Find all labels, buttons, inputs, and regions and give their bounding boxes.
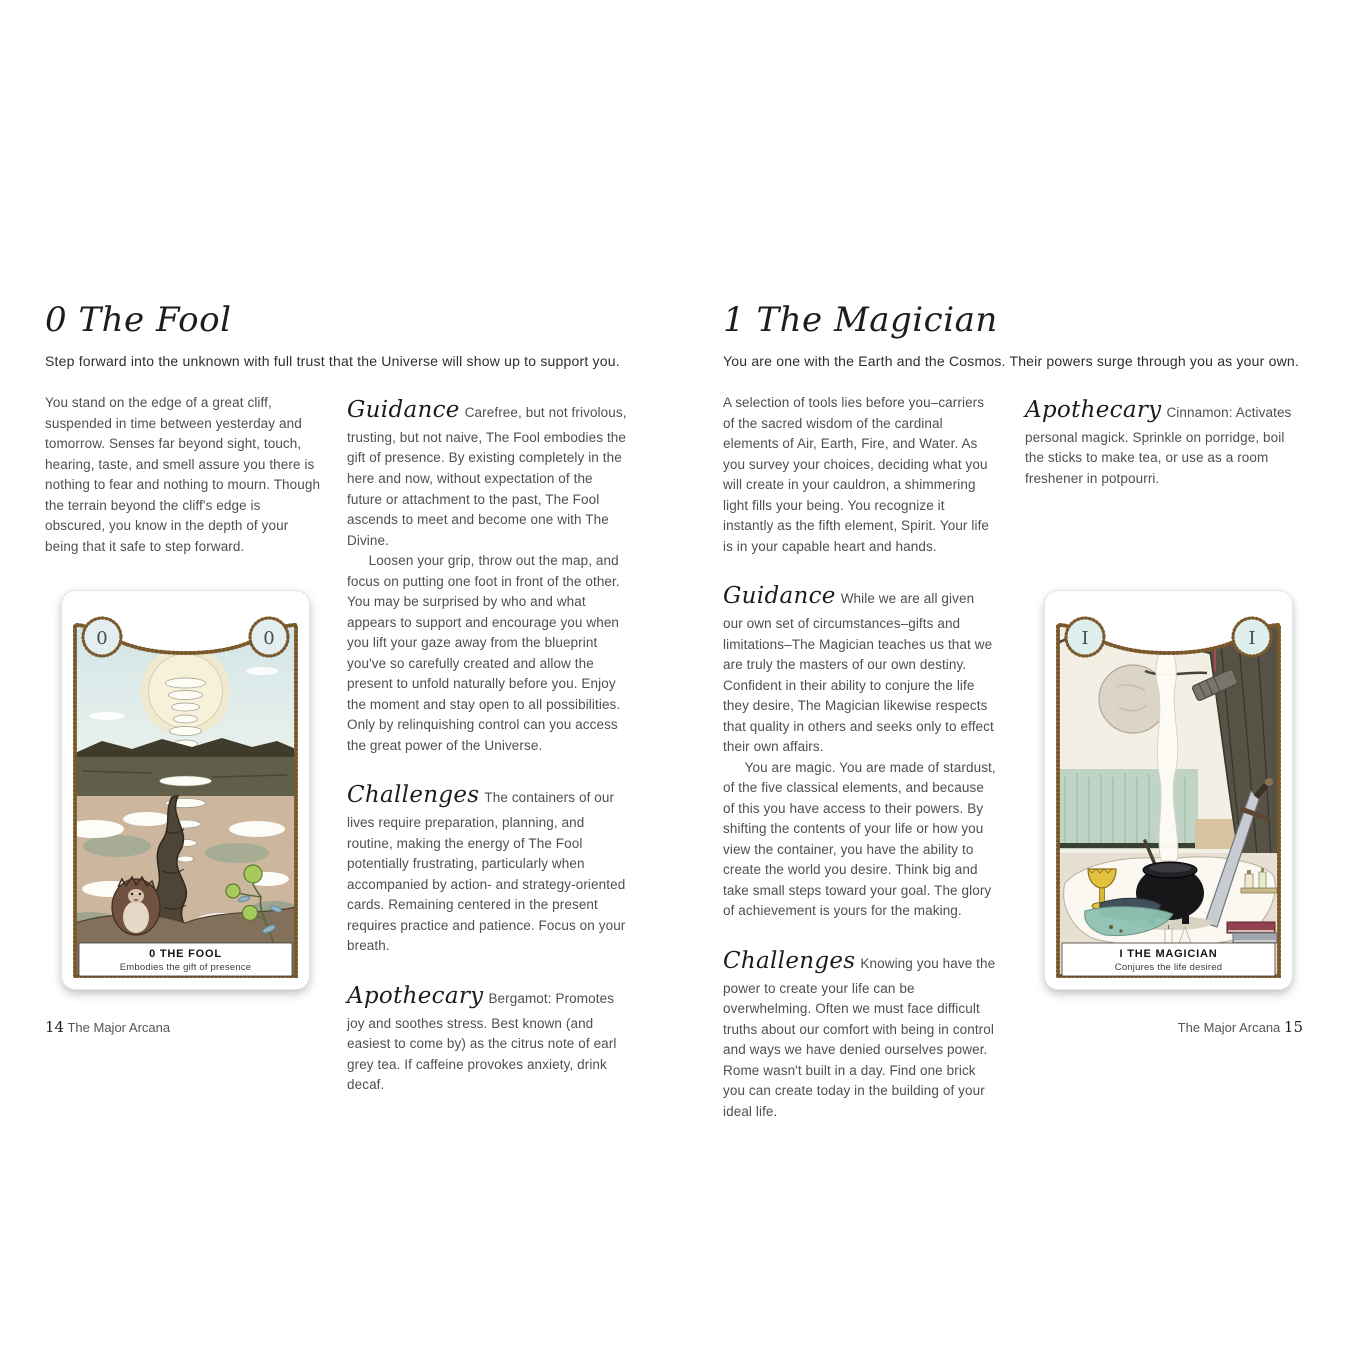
- fool-intro-column: [45, 393, 324, 557]
- card-caption-title: 0 THE FOOL: [149, 948, 222, 960]
- corner-circle-right: [1233, 618, 1271, 656]
- section-title: Challenges: [723, 947, 856, 974]
- corner-symbol: I: [1081, 628, 1089, 649]
- section-challenges: [347, 778, 627, 957]
- card-caption-title: I THE MAGICIAN: [1119, 948, 1218, 960]
- section-apothecary: [1025, 393, 1302, 490]
- section-guidance: [347, 393, 627, 756]
- page-subtitle-magician: You are one with the Earth and the Cosmos. Their powers surge through you as your own.: [723, 353, 1299, 369]
- section-title: Apothecary: [1025, 397, 1162, 423]
- page-title-magician: 1 The Magician: [723, 300, 998, 340]
- magician-main-column: [723, 393, 997, 1122]
- section-text: While we are all given our own set of circumstances–gifts and limitations–The Magician teaches us that we are truly the masters of our own destiny. Confident in their ability to conjure the life they desire, The Magician likewise respects that quality in others and seeks only to effect their own affairs.: [723, 591, 994, 755]
- section-paragraph: [347, 393, 627, 551]
- smoke-column: [1156, 639, 1178, 861]
- section-title: Guidance: [723, 583, 836, 610]
- hedgehog: [112, 877, 160, 935]
- page-title-fool: 0 The Fool: [45, 300, 232, 340]
- section-challenges: [723, 944, 997, 1123]
- section-text: Carefree, but not frivolous, trusting, but not naive, The Fool embodies the gift of presence. By existing completely in the here and now, without expectation of the future or attachment to the past, The Fool ascends to meet and become one with The Divine.: [347, 405, 627, 548]
- fool-card-illustration: [62, 591, 309, 989]
- section-apothecary: [347, 979, 627, 1096]
- corner-circle-right: [250, 618, 288, 656]
- section-paragraph: [723, 944, 997, 1123]
- page-number: 15: [1283, 1018, 1303, 1036]
- section-paragraph: [1025, 393, 1302, 490]
- card-caption: [79, 943, 292, 976]
- magician-card-art: [1058, 604, 1279, 976]
- section-title: Guidance: [347, 397, 460, 423]
- section-paragraph: Loosen your grip, throw out the map, and focus on putting one foot in front of the other. You may be surprised by who and what appears to support and encourage you when you lift your gaze away from the blueprint you've so carefully created and allow the present to unfold naturally before you. Enjoy the moment and stay open to all possibilities. Only by relinquishing control can you access the great power of the Universe.: [347, 553, 621, 753]
- corner-symbol: 0: [263, 628, 275, 649]
- corner-circle-left: [1066, 618, 1104, 656]
- magician-tarot-card: [1045, 591, 1292, 989]
- intro-paragraph: You stand on the edge of a great cliff, suspended in time between yesterday and tomorrow. Senses far beyond sight, touch, hearing, taste, and smell assure you there is nothing to fear and nothing to mourn. Though the terrain beyond the cliff's edge is obscured, you know in the depth of your being that it safe to step forward.: [45, 395, 321, 554]
- intro-paragraph: A selection of tools lies before you–carriers of the sacred wisdom of the cardinal elements of Air, Earth, Fire, and Water. As you survey your choices, deciding what you will create in your cauldron, a shimmering light fills your being. You recognize it instantly as the fifth element, Spirit. Your life is in your capable heart and hands.: [723, 395, 990, 554]
- card-caption-subtitle: Conjures the life desired: [1114, 962, 1223, 973]
- fool-tarot-card: [62, 591, 309, 989]
- section-title: Challenges: [347, 782, 480, 809]
- fool-sections-column: [347, 393, 627, 1096]
- section-paragraph: [347, 979, 627, 1096]
- card-caption-subtitle: Embodies the gift of presence: [119, 962, 252, 973]
- card-caption: [1062, 943, 1275, 976]
- section-text: Bergamot: Promotes joy and soothes stress. Best known (and easiest to come by) as the citrus note of earl grey tea. If caffeine provokes anxiety, drink decaf.: [347, 990, 617, 1093]
- section-text: Knowing you have the power to create your life can be overwhelming. Often we must face difficult truths about our comfort with being in control and ways we have denied ourselves power. Rome wasn't built in a day. Find one brick you can create today in the building of your ideal life.: [723, 955, 996, 1119]
- corner-symbol: I: [1248, 628, 1256, 649]
- corner-symbol: 0: [96, 628, 108, 649]
- section-guidance: [723, 579, 997, 922]
- footer-left: [45, 1018, 170, 1036]
- magician-side-column: [1025, 393, 1302, 490]
- section-paragraph: [723, 579, 997, 758]
- magician-card-illustration: [1045, 591, 1292, 989]
- page-number: 14: [45, 1018, 65, 1036]
- section-paragraph: You are magic. You are made of stardust, of the five classical elements, and because of this you have access to their powers. By shifting the contents of your life or how you view the container, you have the ability to create the world you desire. Think big and take small steps toward your goal. The glory of achievement is yours for the making.: [723, 759, 996, 919]
- section-text: The containers of our lives require preparation, planning, and routine, making the energy of The Fool potentially frustrating, particularly when accompanied by action- and strategy-oriented cards. Remaining centered in the present requires practice and patience. Focus on your breath.: [347, 790, 626, 954]
- footer-label: The Major Arcana: [1177, 1020, 1281, 1035]
- section-paragraph: [347, 778, 627, 957]
- corner-circle-left: [83, 618, 121, 656]
- page-subtitle-fool: Step forward into the unknown with full trust that the Universe will show up to support you.: [45, 353, 620, 369]
- footer-label: The Major Arcana: [67, 1020, 171, 1035]
- fool-card-art: [62, 604, 298, 976]
- section-text: Cinnamon: Activates personal magick. Sprinkle on porridge, boil the sticks to make tea, or use as a room freshener in potpourri.: [1025, 405, 1292, 486]
- footer-right: [1178, 1018, 1303, 1036]
- books: [1227, 922, 1277, 943]
- section-title: Apothecary: [347, 982, 484, 1009]
